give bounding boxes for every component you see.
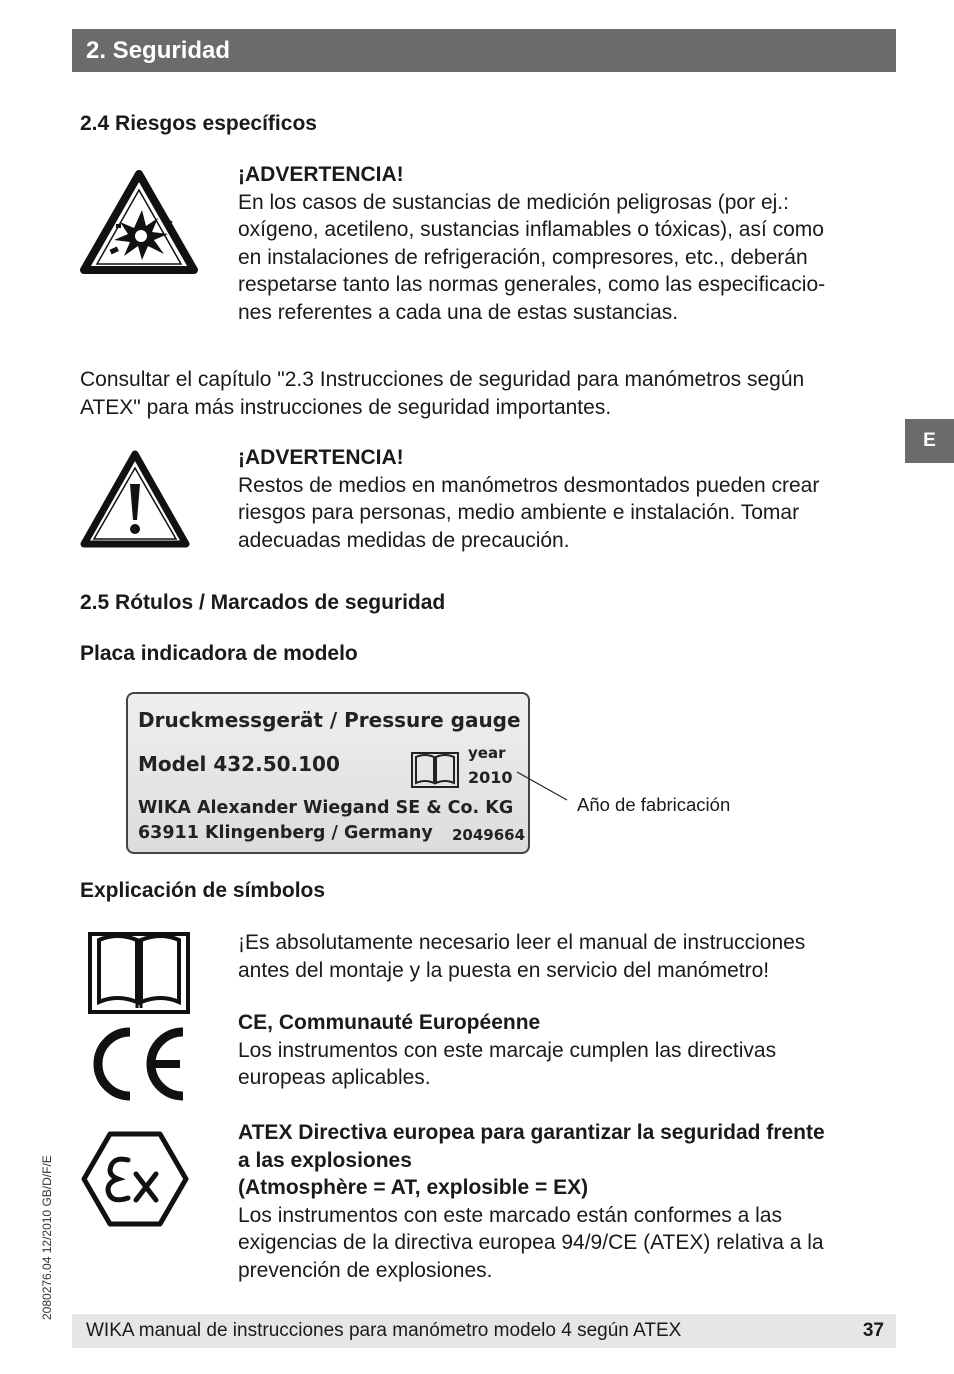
ex-atex-icon: [80, 1130, 190, 1233]
exclamation-warning-icon: [80, 450, 190, 553]
callout-line: [515, 770, 575, 805]
plate-manufacturer: WIKA Alexander Wiegand SE & Co. KG: [138, 798, 514, 818]
warning-line: respetarse tanto las normas generales, como las especificacio-: [238, 273, 826, 296]
explosion-warning-icon: [80, 170, 198, 279]
symbol-title: (Atmosphère = AT, explosible = EX): [238, 1176, 589, 1199]
atex-symbol-text: [238, 1119, 898, 1284]
plate-model: Model 432.50.100: [138, 752, 340, 776]
page-number: 37: [862, 1320, 884, 1341]
plate-product-name: Druckmessgerät / Pressure gauge: [138, 708, 521, 732]
warning-line: En los casos de sustancias de medición peligrosas (por ej.:: [238, 190, 789, 214]
warning-title: ¡ADVERTENCIA!: [238, 163, 404, 186]
reference-paragraph: [80, 366, 880, 421]
year-callout-label: Año de fabricación: [577, 794, 731, 815]
warning-line: adecuadas medidas de precaución.: [238, 528, 570, 552]
page-footer: [72, 1314, 896, 1348]
ce-symbol-text: [238, 1009, 888, 1092]
manual-book-icon: [410, 749, 460, 793]
plate-year-value: 2010: [468, 768, 513, 787]
plate-year-label: year: [468, 744, 506, 762]
symbols-heading: Explicación de símbolos: [80, 879, 326, 902]
section-heading-2-4: 2.4 Riesgos específicos: [80, 112, 317, 135]
symbol-title: a las explosiones: [238, 1148, 412, 1172]
warning-line: Restos de medios en manómetros desmontados pueden crear: [238, 473, 820, 497]
paragraph-line: Consultar el capítulo "2.3 Instrucciones de seguridad para manómetros según: [80, 368, 805, 391]
warning-title: ¡ADVERTENCIA!: [238, 446, 404, 469]
warning-line: nes referentes a cada una de estas sustancias.: [238, 300, 679, 324]
warning-line: riesgos para personas, medio ambiente e instalación. Tomar: [238, 501, 800, 524]
warning-block-2: [238, 444, 888, 554]
warning-line: en instalaciones de refrigeración, compresores, etc., deberán: [238, 245, 808, 269]
plate-heading: Placa indicadora de modelo: [80, 642, 358, 665]
product-label-plate: [126, 692, 530, 854]
warning-line: oxígeno, acetileno, sustancias inflamables o tóxicas), así como: [238, 218, 824, 241]
symbol-line: europeas aplicables.: [238, 1066, 431, 1089]
section-heading-2-5: 2.5 Rótulos / Marcados de seguridad: [80, 591, 446, 614]
plate-address: 63911 Klingenberg / Germany: [138, 823, 433, 843]
warning-block-1: [238, 161, 888, 326]
symbol-line: exigencias de la directiva europea 94/9/CE (ATEX) relativa a la: [238, 1231, 824, 1254]
plate-serial-number: 2049664: [452, 826, 526, 844]
document-code-text: 2080276.04 12/2010 GB/D/F/E: [40, 1155, 54, 1320]
symbol-line: antes del montaje y la puesta en servicio del manómetro!: [238, 958, 770, 982]
symbol-line: Los instrumentos con este marcado están conformes a las: [238, 1203, 782, 1227]
document-code: [40, 1105, 60, 1320]
manual-symbol-text: [238, 929, 888, 984]
paragraph-line: ATEX" para más instrucciones de seguridad importantes.: [80, 395, 612, 419]
ce-mark-icon: [88, 1026, 188, 1107]
symbol-title: ATEX Directiva europea para garantizar la seguridad frente: [238, 1121, 825, 1144]
manual-book-icon: [87, 928, 191, 1021]
symbol-line: Los instrumentos con este marcaje cumplen las directivas: [238, 1038, 777, 1062]
section-header: 2. Seguridad: [72, 29, 896, 72]
symbol-title: CE, Communauté Européenne: [238, 1011, 541, 1034]
language-tab: E: [905, 419, 954, 463]
footer-title: WIKA manual de instrucciones para manómetro modelo 4 según ATEX: [86, 1320, 682, 1341]
symbol-line: prevención de explosiones.: [238, 1258, 493, 1282]
symbol-line: ¡Es absolutamente necesario leer el manual de instrucciones: [238, 931, 806, 954]
